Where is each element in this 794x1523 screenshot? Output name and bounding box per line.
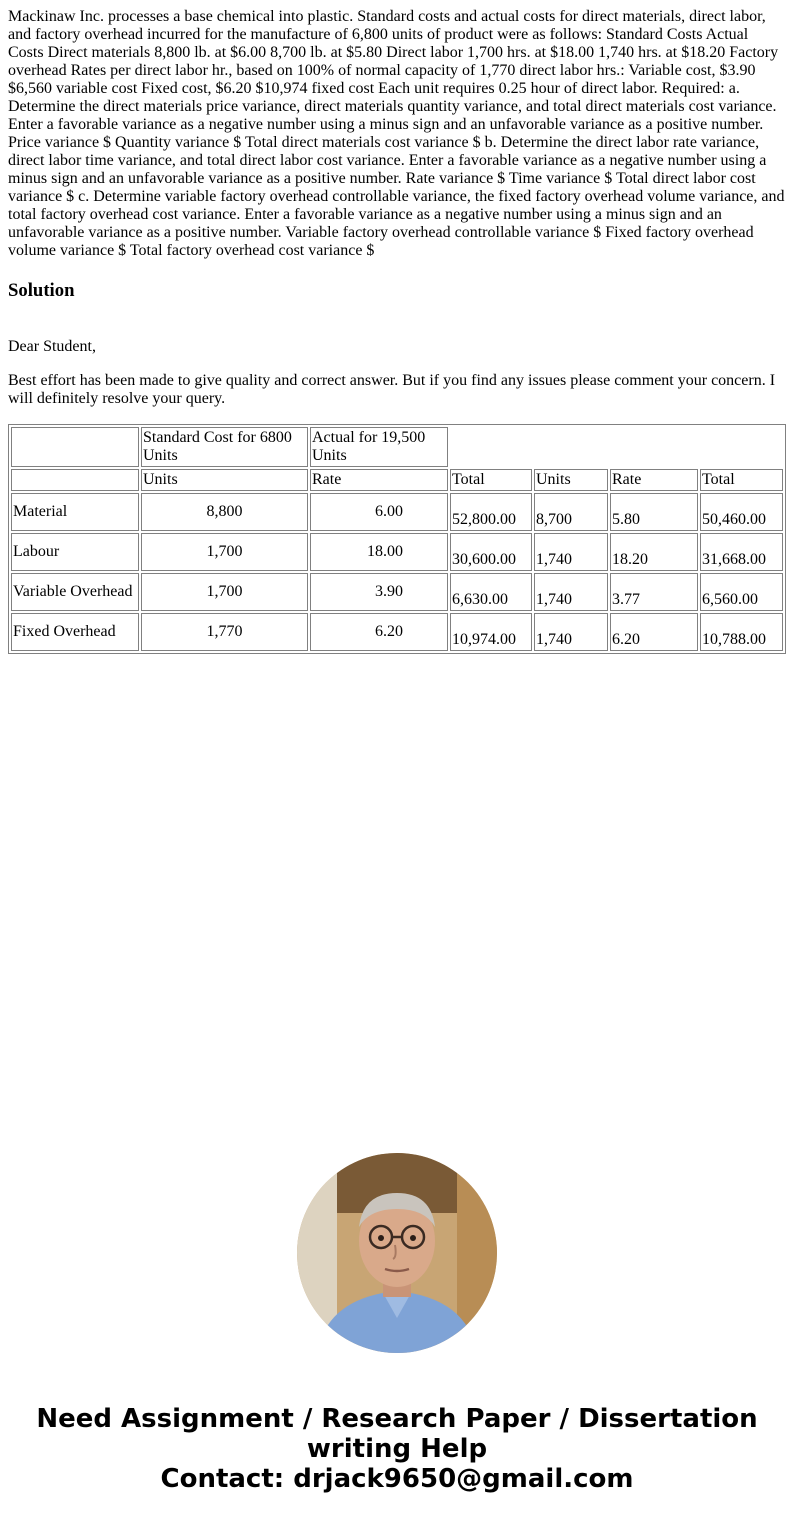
- greeting: Dear Student,: [8, 338, 96, 355]
- std-rate: 6.20: [310, 613, 448, 651]
- act-rate: 18.20: [610, 533, 698, 571]
- std-total: 30,600.00: [450, 533, 532, 571]
- subheader-act-units: Units: [534, 469, 608, 491]
- row-label: Fixed Overhead: [11, 613, 139, 651]
- table-header-row: [11, 427, 783, 467]
- table-row: [11, 613, 783, 651]
- std-total: 6,630.00: [450, 573, 532, 611]
- act-units: 8,700: [534, 493, 608, 531]
- act-rate: 3.77: [610, 573, 698, 611]
- subheader-act-rate: Rate: [610, 469, 698, 491]
- act-units: 1,740: [534, 613, 608, 651]
- avatar-portrait: [297, 1153, 497, 1353]
- act-rate: 5.80: [610, 493, 698, 531]
- table-corner-cell: [11, 427, 139, 467]
- subheader-std-rate: Rate: [310, 469, 448, 491]
- act-total: 50,460.00: [700, 493, 783, 531]
- note: Best effort has been made to give quality and correct answer. But if you find any issues please comment your concern. I will definitely resolve your query.: [8, 372, 776, 407]
- std-total: 10,974.00: [450, 613, 532, 651]
- promo-line-1: Need Assignment / Research Paper / Dissertation writing Help: [36, 1404, 758, 1464]
- question-text: Mackinaw Inc. processes a base chemical into plastic. Standard costs and actual costs for direct materials, direct labor, and factory overhead incurred for the manufacture of 6,800 units of product were as follows: Standard Costs Actual Costs Direct materials 8,800 lb. at $6.00 8,700 lb. at $5.80 Direct labor 1,700 hrs. at $18.00 1,740 hrs. at $18.20 Factory overhead Rates per direct labor hr., based on 100% of normal capacity of 1,770 direct labor hrs.: Variable cost, $3.90 $6,560 variable cost Fixed cost, $6.20 $10,974 fixed cost Each unit requires 0.25 hour of direct labor. Required: a. Determine the direct materials price variance, direct materials quantity variance, and total direct materials cost variance. Enter a favorable variance as a negative number using a minus sign and an unfavorable variance as a positive number. Price variance $ Quantity variance $ Total direct materials cost variance $ b. Determine the direct labor rate variance, direct labor time variance, and total direct labor cost variance. Enter a favorable variance as a negative number using a minus sign and an unfavorable variance as a positive number. Rate variance $ Time variance $ Total direct labor cost variance $ c. Determine variable factory overhead controllable variance, the fixed factory overhead volume variance, and total factory overhead cost variance. Enter a favorable variance as a negative number using a minus sign and an unfavorable variance as a positive number. Variable factory overhead controllable variance $ Fixed factory overhead volume variance $ Total factory overhead cost variance $: [8, 8, 785, 259]
- std-total: 52,800.00: [450, 493, 532, 531]
- std-units: 8,800: [141, 493, 308, 531]
- table-subheader-blank: [11, 469, 139, 491]
- std-units: 1,700: [141, 533, 308, 571]
- std-units: 1,700: [141, 573, 308, 611]
- solution-heading: Solution: [8, 280, 75, 301]
- solution-table: [8, 424, 786, 654]
- actual-header: Actual for 19,500 Units: [310, 427, 448, 467]
- std-rate: 3.90: [310, 573, 448, 611]
- std-units: 1,770: [141, 613, 308, 651]
- promo-banner: [0, 1404, 794, 1494]
- table-row: [11, 573, 783, 611]
- act-total: 10,788.00: [700, 613, 783, 651]
- act-units: 1,740: [534, 573, 608, 611]
- act-units: 1,740: [534, 533, 608, 571]
- subheader-act-total: Total: [700, 469, 783, 491]
- std-rate: 18.00: [310, 533, 448, 571]
- subheader-std-units: Units: [141, 469, 308, 491]
- author-avatar: [297, 1153, 497, 1353]
- act-total: 31,668.00: [700, 533, 783, 571]
- act-total: 6,560.00: [700, 573, 783, 611]
- row-label: Labour: [11, 533, 139, 571]
- act-rate: 6.20: [610, 613, 698, 651]
- page-content: [0, 0, 794, 654]
- table-row: [11, 493, 783, 531]
- row-label: Variable Overhead: [11, 573, 139, 611]
- table-subheader-row: [11, 469, 783, 491]
- subheader-std-total: Total: [450, 469, 532, 491]
- table-row: [11, 533, 783, 571]
- std-rate: 6.00: [310, 493, 448, 531]
- promo-contact: Contact: drjack9650@gmail.com: [160, 1464, 634, 1494]
- standard-header: Standard Cost for 6800 Units: [141, 427, 308, 467]
- row-label: Material: [11, 493, 139, 531]
